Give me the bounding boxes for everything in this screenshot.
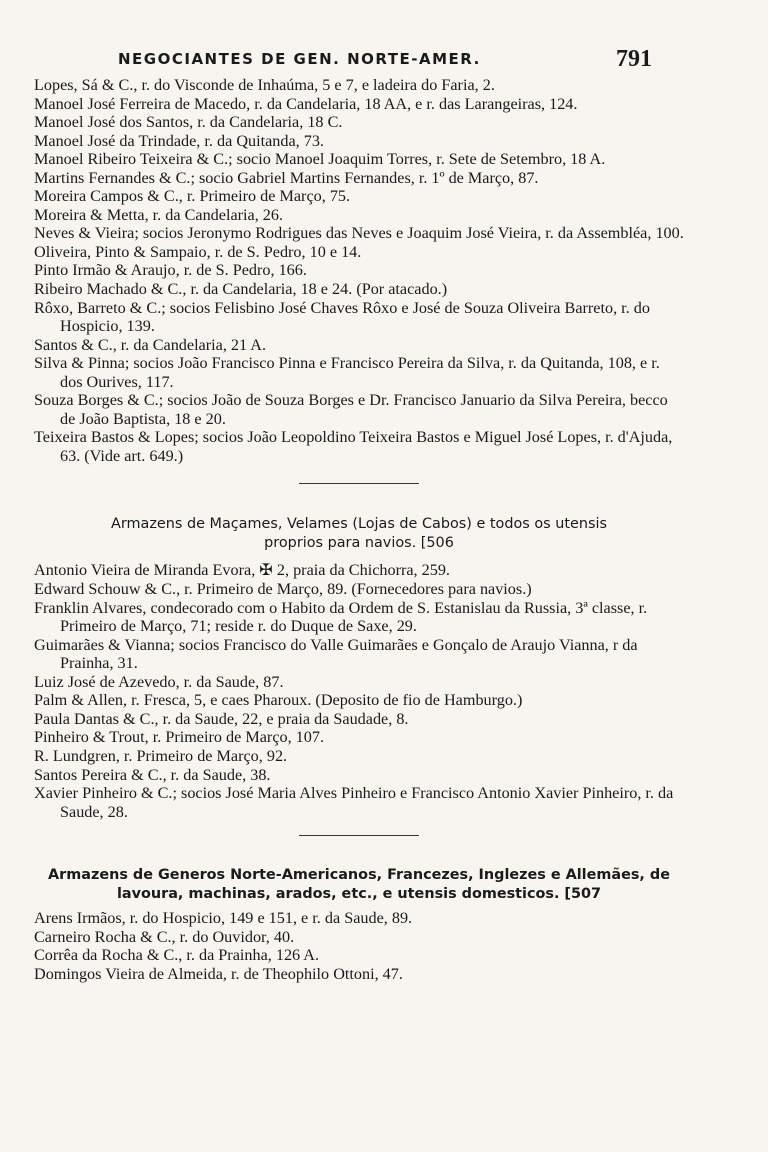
section-heading-line: proprios para navios. [506 <box>264 535 454 552</box>
section-divider <box>299 483 419 484</box>
ship-chandlers-list <box>34 561 684 821</box>
merchant-list <box>34 76 684 465</box>
list-item: Oliveira, Pinto & Sampaio, r. de S. Pedro, 10 e 14. <box>34 242 362 261</box>
list-item: Antonio Vieira de Miranda Evora, ✠ 2, praia da Chichorra, 259. <box>34 561 450 580</box>
list-item: Teixeira Bastos & Lopes; socios João Leopoldino Teixeira Bastos e Miguel José Lopes, r. d'Ajuda, 63. (Vide art. 649.) <box>34 428 673 465</box>
list-item: Lopes, Sá & C., r. do Visconde de Inhaúma, 5 e 7, e ladeira do Faria, 2. <box>34 76 495 94</box>
section-heading-line: lavoura, machinas, arados, etc., e utensis domesticos. [507 <box>116 886 602 903</box>
list-item: Paula Dantas & C., r. da Saude, 22, e praia da Saudade, 8. <box>34 709 409 728</box>
section-heading-ship-chandlers <box>34 515 684 553</box>
general-goods-list <box>34 909 684 983</box>
list-item: Domingos Vieira de Almeida, r. de Theophilo Ottoni, 47. <box>34 964 403 983</box>
list-item: Franklin Alvares, condecorado com o Habito da Ordem de S. Estanislau da Russia, 3ª classe, r. Primeiro de Março, 71; reside r. do Duque de Saxe, 29. <box>34 598 648 636</box>
list-item: Corrêa da Rocha & C., r. da Prainha, 126 A. <box>34 946 320 965</box>
text-column <box>34 76 684 983</box>
list-item: R. Lundgren, r. Primeiro de Março, 92. <box>34 746 288 765</box>
list-item: Martins Fernandes & C.; socio Gabriel Martins Fernandes, r. 1º de Março, 87. <box>34 168 539 187</box>
list-item: Moreira Campos & C., r. Primeiro de Março, 75. <box>34 187 351 206</box>
list-item: Pinto Irmão & Araujo, r. de S. Pedro, 166. <box>34 261 307 280</box>
list-item: Pinheiro & Trout, r. Primeiro de Março, 107. <box>34 728 325 747</box>
list-item: Santos & C., r. da Candelaria, 21 A. <box>34 335 266 354</box>
list-item: Rôxo, Barreto & C.; socios Felisbino José Chaves Rôxo e José de Souza Oliveira Barreto, r. do Hospicio, 139. <box>34 298 650 336</box>
list-item: Arens Irmãos, r. do Hospicio, 149 e 151, e r. da Saude, 89. <box>34 909 413 928</box>
running-title: NEGOCIANTES DE GEN. NORTE-AMER. <box>118 50 481 68</box>
list-item: Manoel José da Trindade, r. da Quitanda, 73. <box>34 131 324 150</box>
page-number: 791 <box>616 46 652 72</box>
list-item: Souza Borges & C.; socios João de Souza Borges e Dr. Francisco Januario da Silva Pereira, becco de João Baptista, 18 e 20. <box>34 391 668 428</box>
list-item: Ribeiro Machado & C., r. da Candelaria, 18 e 24. (Por atacado.) <box>34 280 448 299</box>
section-heading-line: Armazens de Maçames, Velames (Lojas de Cabos) e todos os utensis <box>111 516 607 533</box>
list-item: Manoel José dos Santos, r. da Candelaria, 18 C. <box>34 113 343 132</box>
list-item: Manoel Ribeiro Teixeira & C.; socio Manoel Joaquim Torres, r. Sete de Setembro, 18 A. <box>34 150 606 169</box>
section-heading-general-goods <box>34 866 684 904</box>
list-item: Xavier Pinheiro & C.; socios José Maria Alves Pinheiro e Francisco Antonio Xavier Pinheiro, r. da Saude, 28. <box>34 784 674 821</box>
list-item: Luiz José de Azevedo, r. da Saude, 87. <box>34 672 284 691</box>
section-divider <box>299 835 419 836</box>
list-item: Palm & Allen, r. Fresca, 5, e caes Pharoux. (Deposito de fio de Hamburgo.) <box>34 691 523 710</box>
list-item: Edward Schouw & C., r. Primeiro de Março, 89. (Fornecedores para navios.) <box>34 580 532 599</box>
list-item: Neves & Vieira; socios Jeronymo Rodrigues das Neves e Joaquim José Vieira, r. da Assembléa, 100. <box>34 224 684 243</box>
list-item: Silva & Pinna; socios João Francisco Pinna e Francisco Pereira da Silva, r. da Quitanda, 108, e r. dos Ourives, 117. <box>34 354 660 391</box>
section-heading-line: Armazens de Generos Norte-Americanos, Francezes, Inglezes e Allemães, de <box>48 867 670 884</box>
list-item: Santos Pereira & C., r. da Saude, 38. <box>34 765 271 784</box>
list-item: Guimarães & Vianna; socios Francisco do Valle Guimarães e Gonçalo de Araujo Vianna, r da Prainha, 31. <box>34 635 638 673</box>
list-item: Carneiro Rocha & C., r. do Ouvidor, 40. <box>34 927 295 946</box>
running-header <box>0 46 768 76</box>
list-item: Moreira & Metta, r. da Candelaria, 26. <box>34 205 284 224</box>
list-item: Manoel José Ferreira de Macedo, r. da Candelaria, 18 AA, e r. das Larangeiras, 124. <box>34 94 578 113</box>
